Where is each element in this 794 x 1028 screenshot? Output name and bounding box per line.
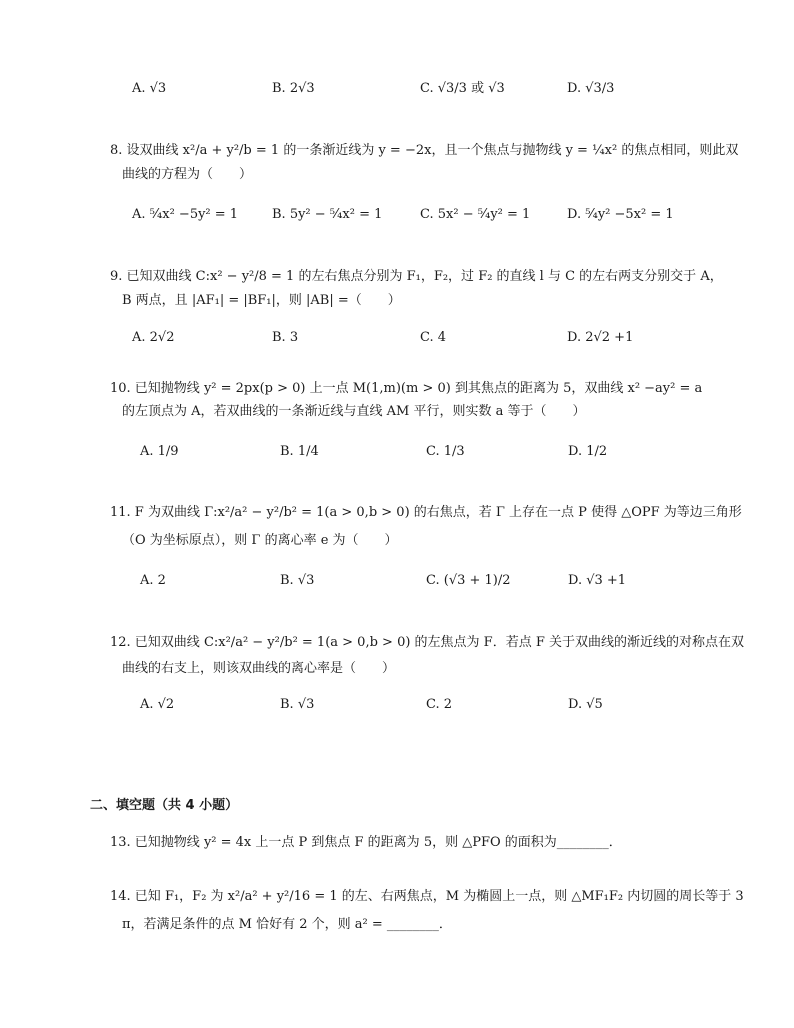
q9-stem-line1: 9. 已知双曲线 C:x² − y²/8 = 1 的左右焦点分别为 F₁，F₂，过 F₂ 的直线 l 与 C 的左右两支分别交于 A， [110,269,723,284]
q8-option-d: D. ⁵⁄₄y² −5x² = 1 [567,207,674,222]
q10-stem-line2: 的左顶点为 A，若双曲线的一条渐近线与直线 AM 平行，则实数 a 等于（ ） [122,404,586,419]
q9-option-a: A. 2√2 [132,330,175,345]
q10-option-c: C. 1/3 [426,444,465,459]
q7-option-c: C. √3/3 或 √3 [420,81,505,96]
q9-option-d: D. 2√2 +1 [567,330,634,345]
q7-option-b: B. 2√3 [272,81,315,96]
q11-option-a: A. 2 [140,573,166,588]
q12-option-d: D. √5 [568,697,603,712]
q11-stem-line1: 11. F 为双曲线 Γ:x²/a² − y²/b² = 1(a > 0,b > 0) 的右焦点，若 Γ 上存在一点 P 使得 △OPF 为等边三角形 [110,505,742,520]
q14-stem-line2: π，若满足条件的点 M 恰好有 2 个，则 a² = ________． [122,917,452,932]
q11-option-d: D. √3 +1 [568,573,627,588]
q12-stem-line1: 12. 已知双曲线 C:x²/a² − y²/b² = 1(a > 0,b > 0) 的左焦点为 F．若点 F 关于双曲线的渐近线的对称点在双 [110,635,744,650]
q12-option-a: A. √2 [140,697,175,712]
q7-option-a: A. √3 [132,81,167,96]
q8-option-b: B. 5y² − ⁵⁄₄x² = 1 [272,207,383,222]
q11-option-c: C. (√3 + 1)/2 [426,573,511,588]
section-heading: 二、填空题（共 4 小题） [90,798,239,813]
q9-option-c: C. 4 [420,330,447,345]
q10-stem-line1: 10. 已知抛物线 y² = 2px(p > 0) 上一点 M(1,m)(m > 0) 到其焦点的距离为 5，双曲线 x² −ay² = a [110,381,703,396]
q10-option-a: A. 1/9 [140,444,179,459]
q10-option-d: D. 1/2 [568,444,608,459]
q14-stem-line1: 14. 已知 F₁，F₂ 为 x²/a² + y²/16 = 1 的左、右两焦点，M 为椭圆上一点，则 △MF₁F₂ 内切圆的周长等于 3 [110,889,744,904]
q9-option-b: B. 3 [272,330,299,345]
q8-option-c: C. 5x² − ⁵⁄₄y² = 1 [420,207,531,222]
q13-stem-line1: 13. 已知抛物线 y² = 4x 上一点 P 到焦点 F 的距离为 5，则 △PFO 的面积为________． [110,835,622,850]
q9-stem-line2: B 两点，且 |AF₁| = |BF₁|，则 |AB| =（ ） [122,293,401,308]
q8-option-a: A. ⁵⁄₄x² −5y² = 1 [132,207,239,222]
q11-stem-line2: （O 为坐标原点），则 Γ 的离心率 e 为（ ） [122,533,398,548]
q12-stem-line2: 曲线的右支上，则该双曲线的离心率是（ ） [122,661,396,676]
q12-option-c: C. 2 [426,697,453,712]
q8-stem-line1: 8. 设双曲线 x²/a + y²/b = 1 的一条渐近线为 y = −2x，且一个焦点与抛物线 y = ¼x² 的焦点相同，则此双 [110,143,739,158]
q11-option-b: B. √3 [280,573,315,588]
q7-option-d: D. √3/3 [567,81,615,96]
q8-stem-line2: 曲线的方程为（ ） [122,167,253,182]
q12-option-b: B. √3 [280,697,315,712]
q10-option-b: B. 1/4 [280,444,319,459]
